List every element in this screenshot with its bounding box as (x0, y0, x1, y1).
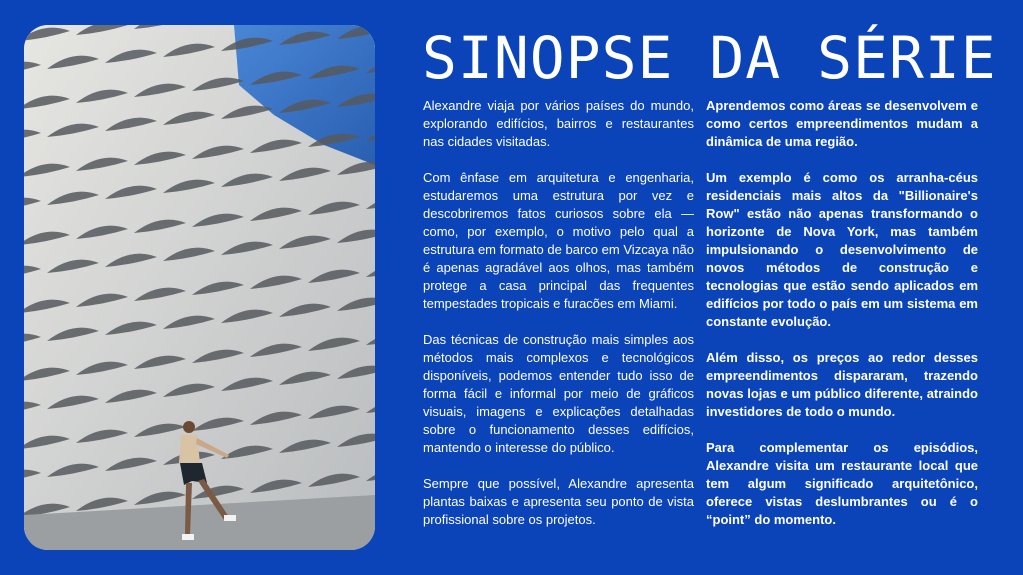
paragraph: Aprendemos como áreas se desenvolvem e como certos empreendimentos mudam a dinâmica de uma região. (706, 98, 978, 149)
right-text-column (706, 97, 978, 547)
paragraph: Um exemplo é como os arranha-céus residenciais mais altos da "Billionaire's Row" estão não apenas transformando o horizonte de Nova York, mas também impulsionando o desenvolvimento de novos métodos de construção e tecnologias que estão sendo aplicados em edifícios por todo o país em um sistema em constante evolução. (706, 170, 978, 329)
paragraph: Além disso, os preços ao redor desses empreendimentos dispararam, trazendo novas lojas e um público diferente, atraindo investidores de todo o mundo. (706, 350, 978, 419)
page-title: SINOPSE DA SÉRIE (422, 24, 997, 92)
building-facade-image (24, 25, 375, 550)
architecture-photo (24, 25, 375, 550)
paragraph: Alexandre viaja por vários países do mundo, explorando edifícios, bairros e restaurantes nas cidades visitadas. (423, 98, 694, 149)
paragraph: Das técnicas de construção mais simples aos métodos mais complexos e tecnológicos disponíveis, podemos entender tudo isso de forma fácil e informal por meio de gráficos visuais, imagens e explicações detalhadas sobre o funcionamento desses edifícios, mantendo o interesse do público. (423, 332, 694, 455)
left-text-column (423, 97, 694, 547)
paragraph: Sempre que possível, Alexandre apresenta plantas baixas e apresenta seu ponto de vista profissional sobre os projetos. (423, 476, 694, 527)
paragraph: Com ênfase em arquitetura e engenharia, estudaremos uma estrutura por vez e descobriremos fatos curiosos sobre ela — como, por exemplo, o motivo pelo qual a estrutura em formato de barco em Vizcaya não é apenas agradável aos olhos, mas também protege a casa principal das frequentes tempestades tropicais e furacões em Miami. (423, 170, 694, 311)
paragraph: Para complementar os episódios, Alexandre visita um restaurante local que tem algum significado arquitetônico, oferece vistas deslumbrantes ou é o “point” do momento. (706, 440, 978, 527)
